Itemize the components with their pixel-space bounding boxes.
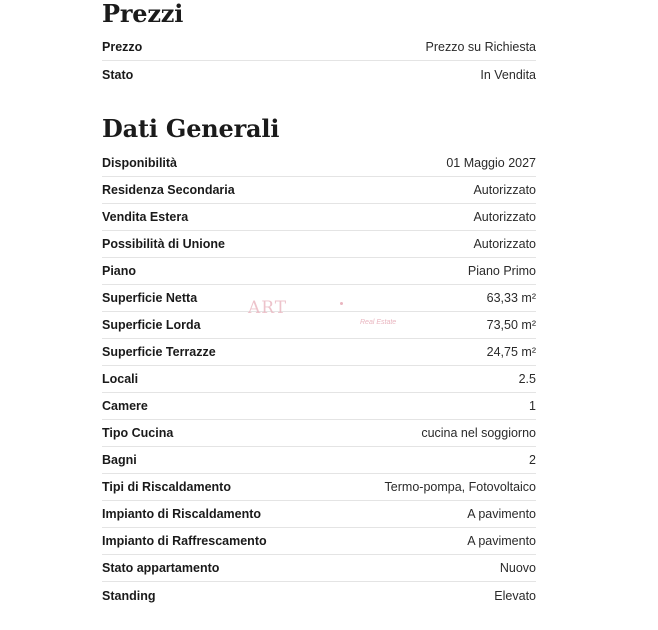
row-value: 24,75 m² <box>486 345 536 359</box>
table-row <box>102 312 536 339</box>
row-value: 2 <box>529 453 536 467</box>
row-label: Bagni <box>102 453 137 467</box>
table-row <box>102 231 536 258</box>
table-row <box>102 528 536 555</box>
row-value: Autorizzato <box>473 237 536 251</box>
row-value: In Vendita <box>480 67 536 82</box>
row-label: Tipi di Riscaldamento <box>102 480 231 494</box>
table-row <box>102 555 536 582</box>
row-label: Camere <box>102 399 148 413</box>
row-value: Nuovo <box>499 561 536 575</box>
table-row <box>102 501 536 528</box>
row-label: Tipo Cucina <box>102 426 174 440</box>
row-value: 1 <box>529 399 536 413</box>
row-label: Vendita Estera <box>102 210 189 224</box>
prices-title: Prezzi <box>102 0 184 28</box>
row-value: Elevato <box>494 588 536 603</box>
row-value: 01 Maggio 2027 <box>446 156 536 170</box>
table-row <box>102 177 536 204</box>
table-row <box>102 582 536 609</box>
row-label: Impianto di Raffrescamento <box>102 534 267 548</box>
row-label: Superficie Netta <box>102 291 198 305</box>
general-data-title: Dati Generali <box>102 114 280 143</box>
row-label: Prezzo <box>102 40 143 54</box>
row-label: Superficie Terrazze <box>102 345 216 359</box>
row-label: Impianto di Riscaldamento <box>102 507 262 521</box>
general-data-table <box>102 150 536 609</box>
table-row <box>102 258 536 285</box>
row-value: cucina nel soggiorno <box>421 426 536 440</box>
row-value: Autorizzato <box>473 210 536 224</box>
row-value: 2.5 <box>518 372 536 386</box>
table-row <box>102 474 536 501</box>
table-row <box>102 204 536 231</box>
row-label: Standing <box>102 588 156 603</box>
row-label: Disponibilità <box>102 156 177 170</box>
watermark-tagline: Real Estate <box>360 319 397 326</box>
prices-table <box>102 34 536 88</box>
row-label: Stato <box>102 67 134 82</box>
prices-row-status <box>102 61 536 88</box>
row-value: A pavimento <box>467 534 536 548</box>
table-row <box>102 366 536 393</box>
row-label: Locali <box>102 372 139 386</box>
row-value: Piano Primo <box>467 264 536 278</box>
row-label: Stato appartamento <box>102 561 220 575</box>
table-row <box>102 150 536 177</box>
row-value: Autorizzato <box>473 183 536 197</box>
row-value: 73,50 m² <box>486 318 536 332</box>
table-row <box>102 393 536 420</box>
row-label: Superficie Lorda <box>102 318 201 332</box>
row-value: Prezzo su Richiesta <box>425 40 536 54</box>
watermark-dot-icon <box>340 302 343 305</box>
prices-row-price <box>102 34 536 61</box>
table-row <box>102 285 536 312</box>
table-row <box>102 420 536 447</box>
row-label: Piano <box>102 264 137 278</box>
watermark-logo: ART <box>248 298 288 318</box>
row-label: Residenza Secondaria <box>102 183 235 197</box>
row-value: A pavimento <box>467 507 536 521</box>
table-row <box>102 339 536 366</box>
row-value: 63,33 m² <box>486 291 536 305</box>
row-label: Possibilità di Unione <box>102 237 225 251</box>
row-value: Termo-pompa, Fotovoltaico <box>384 480 536 494</box>
table-row <box>102 447 536 474</box>
